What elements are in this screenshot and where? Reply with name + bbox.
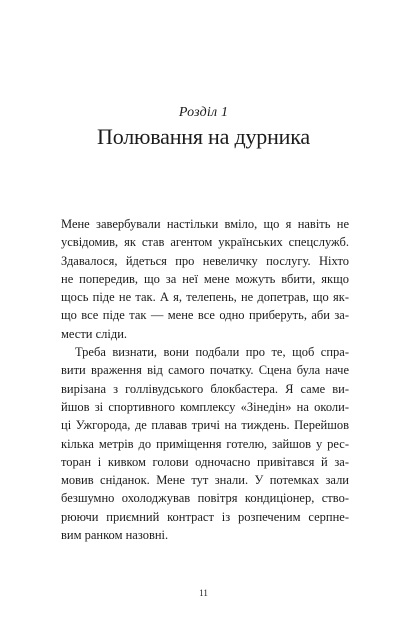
text-line: не попередив, що за неї мене можуть вбити, якщо: [61, 271, 349, 286]
text-line: вим ранком назовні.: [61, 528, 169, 543]
text-line: мести сліди.: [61, 326, 128, 341]
text-line: йшов зі спортивного комплексу «Зінедін» на околи-: [61, 399, 349, 414]
text-line: безшумно охолоджував повітря кондиціонер, ство-: [61, 491, 349, 506]
text-line: мовив сніданок. Мене тут знали. У потемках зали: [61, 473, 349, 488]
text-line: що все піде так — мене все одно приберуть, аби за-: [61, 308, 349, 323]
text-line: Треба визнати, вони подбали про те, щоб спра-: [75, 345, 349, 360]
text-line: ці Ужгорода, де плавав тричі на тиждень. Перейшов: [61, 418, 349, 433]
paragraph-1: [61, 215, 349, 343]
text-line: Здавалося, йдеться про невеличку послугу. Ніхто: [61, 253, 349, 268]
text-line: рюючи приємний контраст із розпеченим серпне-: [61, 509, 349, 524]
chapter-label: Розділ 1: [178, 105, 229, 120]
text-line: торан і кивком голови одночасно привітався й за-: [61, 454, 349, 469]
paragraph-2: [61, 343, 349, 544]
text-line: Мене завербували настільки вміло, що я навіть не: [61, 217, 349, 231]
text-line: щось піде не так. А я, телепень, не допетрав, що як-: [61, 290, 349, 305]
body-text: [61, 215, 349, 544]
page-number: 11: [199, 588, 208, 598]
chapter-title: Полювання на дурника: [97, 124, 310, 149]
text-line: кілька метрів до приміщення готелю, зайшов у рес-: [61, 436, 349, 451]
text-line: усвідомив, як став агентом українських спецслужб.: [61, 235, 349, 250]
text-line: вирізана з голлівудського блокбастера. Я саме ви-: [61, 381, 349, 396]
text-line: вити враження від самого початку. Сцена була наче: [61, 363, 349, 378]
